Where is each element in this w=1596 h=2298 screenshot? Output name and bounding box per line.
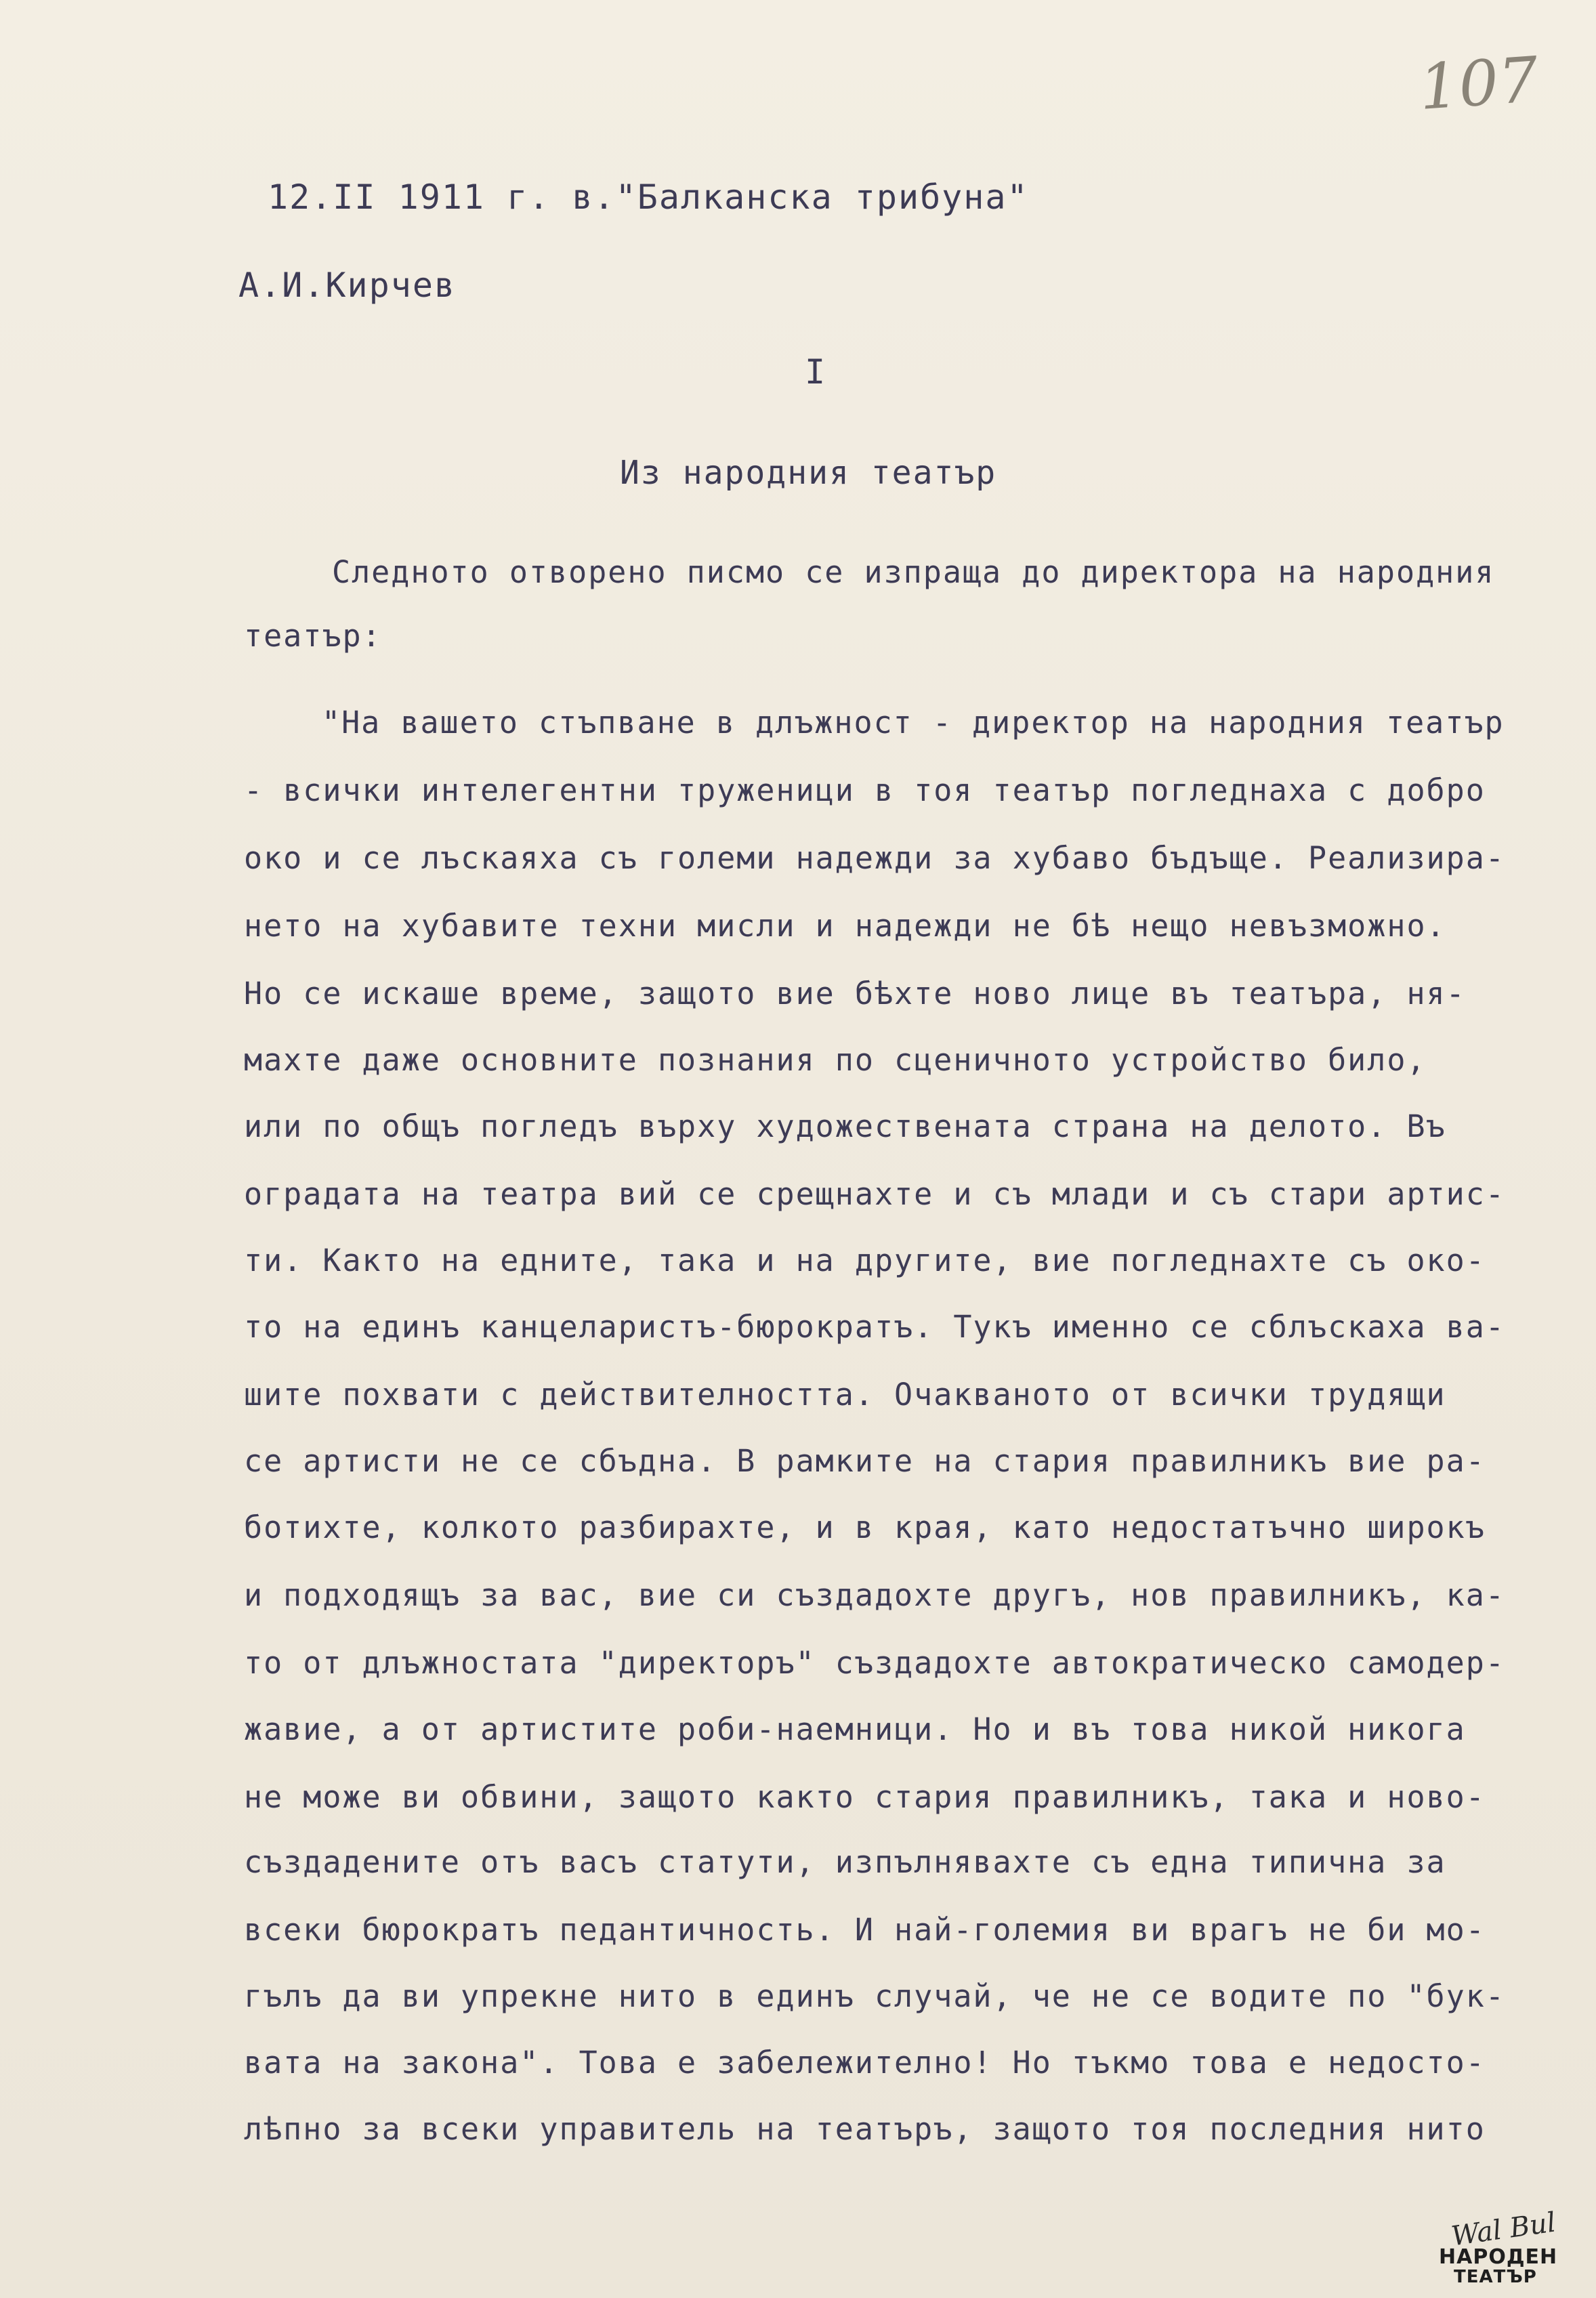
logo-line-2: ТЕАТЪР [1454,2267,1537,2287]
logo-signature: Wal Bul [1449,2207,1558,2253]
body-line: театър: [244,618,382,654]
body-line: всеки бюрократъ педантичность. И най-големия ви врагъ не би мо- [244,1912,1486,1948]
body-line: то от длъжностата "директоръ" създадохте автократическо самодер- [244,1645,1505,1681]
body-line: създадените отъ васъ статути, изпълнявахте съ една типична за [244,1844,1446,1880]
logo-line-1: НАРОДЕН [1439,2245,1558,2269]
body-line: Следното отворено писмо се изпраща до директора на народния [332,554,1495,590]
body-line: - всички интелегентни труженици в тоя театър погледнаха с добро [244,772,1486,808]
body-line: "На вашето стъпване в длъжност - директор на народния театър [322,705,1505,740]
body-line: махте даже основните познания по сценичното устройство било, [244,1042,1427,1078]
body-line: то на единъ канцеларистъ-бюрократъ. Тукъ именно се сблъскаха ва- [244,1309,1505,1345]
body-line: око и се лъскаяха съ големи надежди за хубаво бъдъще. Реализира- [244,840,1505,876]
body-line: се артисти не се сбъдна. В рамките на стария правилникъ вие ра- [244,1443,1486,1479]
body-line: не може ви обвини, защото както стария правилникъ, така и ново- [244,1779,1486,1815]
dateline: 12.II 1911 г. в."Балканска трибуна" [268,177,1029,217]
body-line: ботихте, колкото разбирахте, и в края, като недостатъчно широкъ [244,1509,1486,1545]
body-line: и подходящъ за вас, вие си създадохте другъ, нов правилникъ, ка- [244,1577,1505,1613]
author: А.И.Кирчев [238,266,457,305]
body-line: нето на хубавите техни мисли и надежди не бѣ нещо невъзможно. [244,908,1446,944]
body-line: Но се искаше време, защото вие бѣхте ново лице въ театъра, ня- [244,976,1466,1011]
body-line: оградата на театра вий се срещнахте и съ млади и съ стари артис- [244,1176,1505,1212]
body-line: жавие, а от артистите роби-наемници. Но и въ това никой никога [244,1711,1466,1747]
page-number: 107 [1416,43,1541,124]
body-line: шите похвати с действителността. Очакваното от всички трудящи [244,1377,1446,1413]
body-line: ти. Както на едните, така и на другите, вие погледнахте съ око- [244,1242,1486,1278]
article-title: Из народния театър [620,454,997,492]
body-line: вата на закона". Това е забележително! Но тъкмо това е недосто- [244,2045,1486,2081]
theatre-logo [1439,2207,1581,2289]
body-line: лѣпно за всеки управитель на театъръ, защото тоя последния нито [244,2111,1486,2147]
body-line: или по общъ погледъ върху художествената страна на делото. Въ [244,1108,1446,1144]
section-number: I [805,352,827,392]
body-line: гълъ да ви упрекне нито в единъ случай, че не се водите по "бук- [244,1978,1505,2014]
